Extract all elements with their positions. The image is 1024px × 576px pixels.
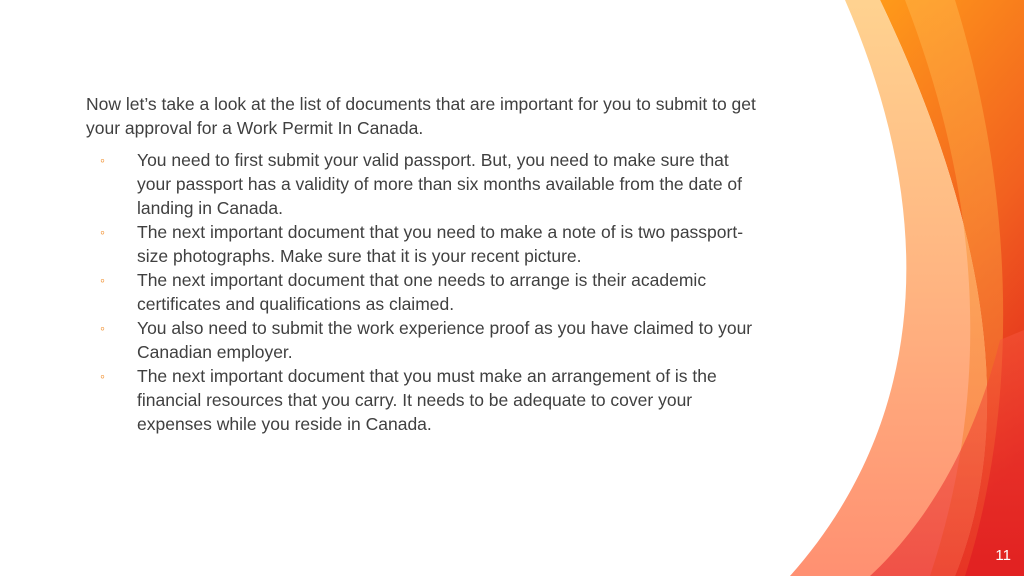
list-item-text: The next important document that one needs to arrange is their academic certificates and qualifications as claimed. <box>137 270 707 314</box>
list-item-text: You also need to submit the work experience proof as you have claimed to your Canadian employer. <box>137 318 753 362</box>
bullet-circle-icon: ◦ <box>100 368 105 384</box>
list-item-text: The next important document that you need to make a note of is two passport-size photographs. Make sure that it is your recent picture. <box>137 222 744 266</box>
bullet-circle-icon: ◦ <box>100 320 105 336</box>
slide-body <box>86 92 766 436</box>
bullet-circle-icon: ◦ <box>100 272 105 288</box>
list-item-text: The next important document that you must make an arrangement of is the financial resources that you carry. It needs to be adequate to cover your expenses while you reside in Canada. <box>137 366 717 434</box>
list-item-text: You need to first submit your valid passport. But, you need to make sure that your passport has a validity of more than six months available from the date of landing in Canada. <box>137 150 743 218</box>
document-list <box>86 148 766 436</box>
slide-number: 11 <box>995 547 1011 564</box>
intro-paragraph: Now let’s take a look at the list of documents that are important for you to submit to get your approval for a Work Permit In Canada. <box>86 94 756 138</box>
list-item <box>86 220 766 268</box>
list-item <box>86 268 766 316</box>
list-item <box>86 316 766 364</box>
list-item <box>86 148 766 220</box>
bullet-circle-icon: ◦ <box>100 152 105 168</box>
bullet-circle-icon: ◦ <box>100 224 105 240</box>
list-item <box>86 364 766 436</box>
